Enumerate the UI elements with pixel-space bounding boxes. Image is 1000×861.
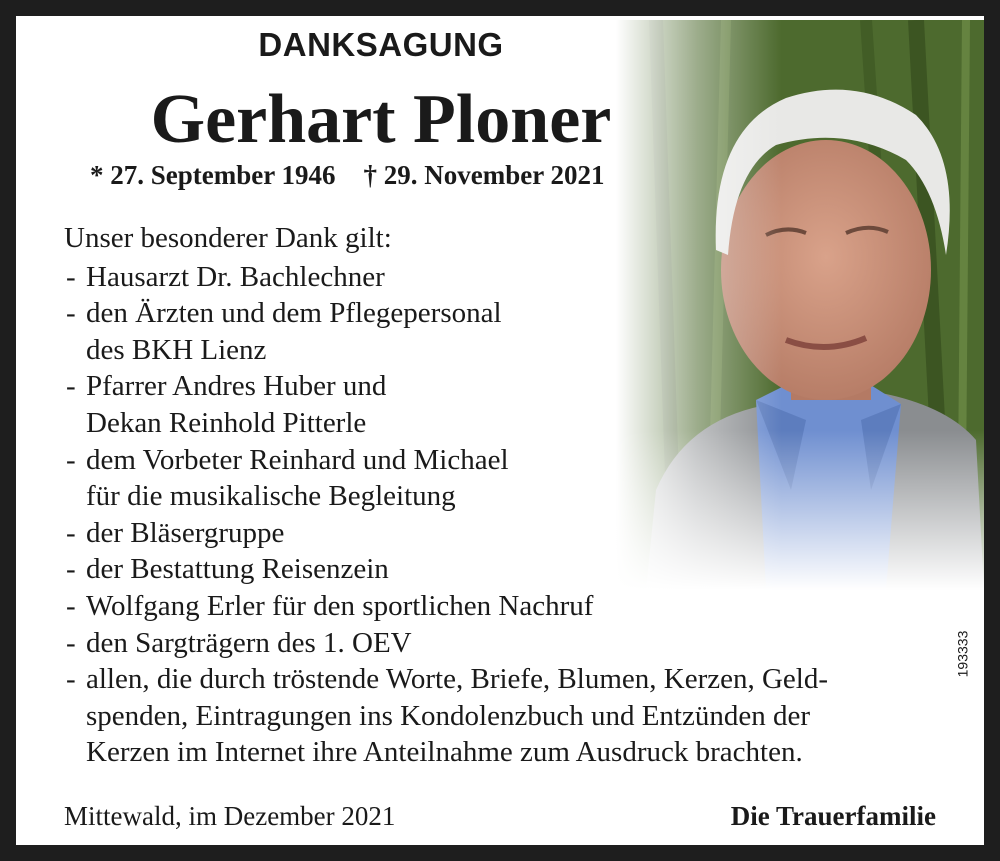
reference-number: 193333 (954, 630, 971, 678)
list-item: - den Sargträgern des 1. OEV (64, 625, 964, 662)
thanks-text (64, 220, 964, 771)
thanks-list (64, 259, 964, 771)
death-date: † 29. November 2021 (363, 160, 605, 190)
life-dates (90, 160, 604, 191)
thanks-intro: Unser besonderer Dank gilt: (64, 222, 392, 254)
list-item: - der Bläsergruppe (64, 515, 964, 552)
list-item: - allen, die durch tröstende Worte, Briefe, Blumen, Kerzen, Geld- spenden, Eintragungen ins Kondolenzbuch und Entzünden der Kerzen im Internet ihre Anteilnahme zum Ausdruck brachten. (64, 661, 964, 771)
list-item: - der Bestattung Reisenzein (64, 551, 964, 588)
place-date: Mittewald, im Dezember 2021 (64, 801, 396, 831)
list-item: - dem Vorbeter Reinhard und Michael für die musikalische Begleitung (64, 442, 964, 515)
list-item: - Wolfgang Erler für den sportlichen Nachruf (64, 588, 964, 625)
list-item: - Pfarrer Andres Huber und Dekan Reinhold Pitterle (64, 368, 964, 441)
deceased-name: Gerhart Ploner (150, 81, 612, 158)
list-item: - Hausarzt Dr. Bachlechner (64, 259, 964, 296)
birth-date: * 27. September 1946 (90, 160, 336, 190)
notice-kicker: DANKSAGUNG (258, 26, 504, 63)
list-item: - den Ärzten und dem Pflegepersonal des BKH Lienz (64, 295, 964, 368)
signature: Die Trauerfamilie (730, 801, 936, 831)
